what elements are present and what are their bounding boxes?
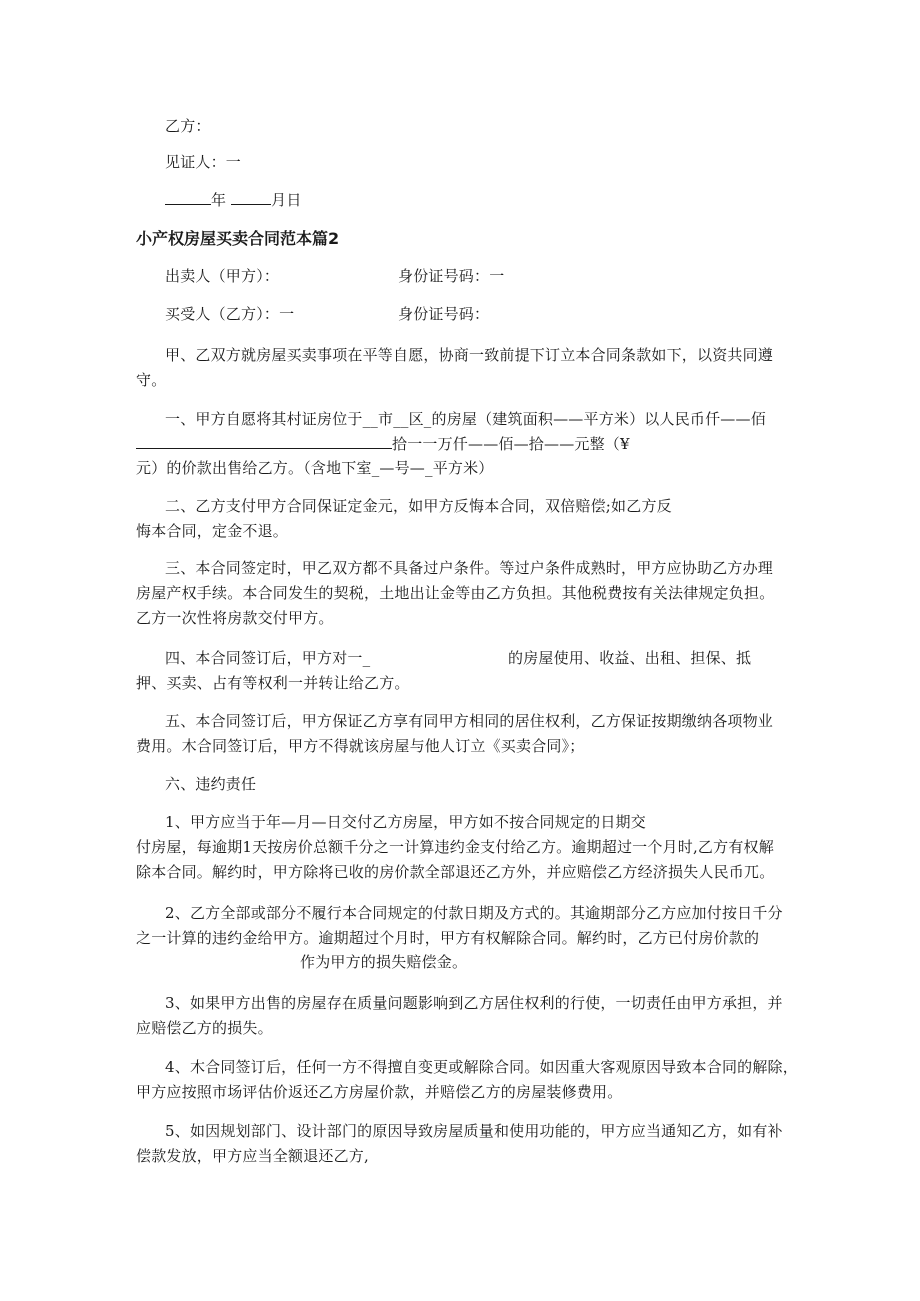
clause-3-line-1: 三、本合同签定时，甲乙双方都不具备过户条件。等过户条件成熟时，甲方应协助乙方办理 [165,559,774,577]
signature-date [165,190,302,210]
buyer-id-label: 身份证号码： [398,305,490,323]
clause-2-line-2: 悔本合同，定金不退。 [136,522,289,540]
clause-1-line-2-text: 拾一一万仟——佰—拾——元整（¥ [392,435,630,453]
item-3-line-1: 3、如果甲方出售的房屋存在质量问题影响到乙方居住权利的行使，一切责任由甲方承担，并 [165,994,783,1012]
item-5-line-2: 偿款发放，甲方应当全额退还乙方, [136,1147,369,1165]
clause-4-line-1b: 的房屋使用、收益、出租、担保、抵 [508,649,752,667]
buyer-label: 买受人（乙方）：一 [165,305,295,323]
item-4-line-2: 甲方应按照市场评估价返还乙方房屋价款，并赔偿乙方的房屋装修费用。 [136,1083,623,1101]
item-1-line-1: 1、甲方应当于年—月—日交付乙方房屋，甲方如不按合同规定的日期交 [165,813,646,831]
section-title: 小产权房屋买卖合同范本篇2 [136,229,340,248]
clause-5-line-1: 五、本合同签订后，甲方保证乙方享有同甲方相同的居住权利，乙方保证按期缴纳各项物业 [165,712,774,730]
seller-label: 出卖人（甲方）： [165,267,280,285]
item-5-line-1: 5、如因规划部门、设计部门的原因导致房屋质量和使用功能的，甲方应当通知乙方，如有补 [165,1122,783,1140]
clause-6-title: 六、违约责任 [165,775,257,793]
intro-line-1: 甲、乙双方就房屋买卖事项在平等自愿，协商一致前提下订立本合同条款如下，以资共同遵 [165,346,774,364]
clause-4-line-1a: 四、本合同签订后，甲方对一_ [165,649,371,667]
item-4-line-1: 4、木合同签订后，任何一方不得擅自变更或解除合同。如因重大客观原因导致本合同的解除， [165,1058,798,1076]
month-blank [231,190,271,205]
clause-3-line-2: 房屋产权手续。本合同发生的契税，土地出让金等由乙方负担。其他税费按有关法律规定负担。 [136,584,775,602]
price-blank [136,434,392,449]
month-day-label: 月日 [271,191,302,209]
item-2-line-3: 作为甲方的损失赔偿金。 [300,953,468,971]
clause-4-line-2: 押、买卖、占有等权利一并转让给乙方。 [136,674,410,692]
clause-2-line-1: 二、乙方支付甲方合同保证定金元，如甲方反悔本合同，双倍赔偿;如乙方反 [165,497,672,515]
party-b-signature: 乙方： [165,117,211,135]
year-blank [165,190,211,205]
item-3-line-2: 应赔偿乙方的损失。 [136,1019,273,1037]
clause-1-line-3: 元）的价款出售给乙方。（含地下室_—号—_平方米） [136,459,494,477]
item-2-line-2: 之一计算的违约金给甲方。逾期超过个月时，甲方有权解除合同。解约时，乙方已付房价款的 [136,929,760,947]
item-2-line-1: 2、乙方全部或部分不履行本合同规定的付款日期及方式的。其逾期部分乙方应加付按日千分 [165,904,783,922]
witness-signature: 见证人：一 [165,153,242,171]
seller-id-label: 身份证号码：一 [398,267,505,285]
clause-3-line-3: 乙方一次性将房款交付甲方。 [136,609,334,627]
clause-1-line-1: 一、甲方自愿将其村证房位于__市__区_的房屋（建筑面积——平方米）以人民币仟——佰 [165,410,766,428]
year-label: 年 [211,191,227,209]
intro-line-2: 守。 [136,371,167,389]
clause-1-line-2 [136,434,630,454]
clause-5-line-2: 费用。木合同签订后，甲方不得就该房屋与他人订立《买卖合同》； [136,737,585,755]
item-1-line-2: 付房屋，每逾期1天按房价总额千分之一计算违约金支付给乙方。逾期超过一个月时,乙方有权解 [136,838,774,856]
item-1-line-3: 除本合同。解约时，甲方除将已收的房价款全部退还乙方外，并应赔偿乙方经济损失人民币兀。 [136,863,775,881]
